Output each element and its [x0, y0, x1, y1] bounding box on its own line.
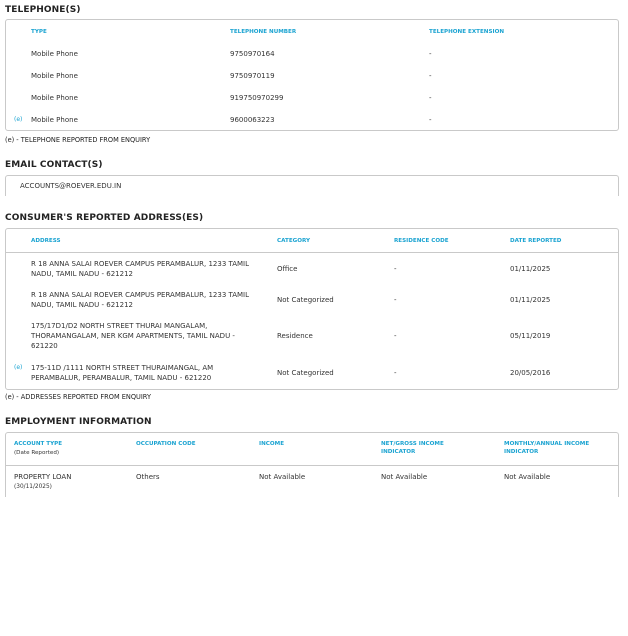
- header-number: TELEPHONE NUMBER: [230, 29, 297, 35]
- telephones-table: [5, 19, 619, 131]
- header-account-type: ACCOUNT TYPE: [14, 441, 63, 447]
- enquiry-flag: (e): [14, 364, 23, 371]
- occupation-code: Others: [136, 473, 160, 481]
- phone-type: Mobile Phone: [31, 50, 78, 58]
- residence-code: -: [394, 332, 397, 340]
- phone-type: Mobile Phone: [31, 94, 78, 102]
- residence-code: -: [394, 296, 397, 304]
- phone-extension: -: [429, 116, 432, 124]
- income: Not Available: [259, 473, 306, 481]
- header-income: INCOME: [259, 441, 285, 447]
- header-date-reported-sub: (Date Reported): [14, 450, 60, 456]
- employment-title: EMPLOYMENT INFORMATION: [5, 417, 152, 427]
- address-text: R 18 ANNA SALAI ROEVER CAMPUS PERAMBALUR, 1233 TAMIL NADU, TAMIL NADU - 621212: [31, 291, 250, 309]
- address-category: Not Categorized: [277, 369, 334, 377]
- header-monthly-annual: MONTHLY/ANNUAL INCOME INDICATOR: [504, 441, 590, 455]
- enquiry-flag: (e): [14, 116, 23, 123]
- net-gross-indicator: Not Available: [381, 473, 428, 481]
- date-reported: 01/11/2025: [510, 265, 551, 273]
- phone-number: 9600063223: [230, 116, 275, 124]
- address-text: R 18 ANNA SALAI ROEVER CAMPUS PERAMBALUR, 1233 TAMIL NADU, TAMIL NADU - 621212: [31, 260, 250, 278]
- address-text: 175/17D1/D2 NORTH STREET THURAI MANGALAM, THORAMANGALAM, NER KGM APARTMENTS, TAMIL NADU - 621220: [31, 322, 235, 350]
- phone-extension: -: [429, 50, 432, 58]
- address-category: Not Categorized: [277, 296, 334, 304]
- residence-code: -: [394, 369, 397, 377]
- phone-number: 9750970164: [230, 50, 275, 58]
- header-net-gross: NET/GROSS INCOME INDICATOR: [381, 441, 444, 455]
- residence-code: -: [394, 265, 397, 273]
- account-date: (30/11/2025): [14, 484, 52, 490]
- telephones-title: TELEPHONE(S): [5, 5, 81, 15]
- header-address: ADDRESS: [31, 238, 61, 244]
- header-occupation-code: OCCUPATION CODE: [136, 441, 196, 447]
- monthly-annual-indicator: Not Available: [504, 473, 551, 481]
- employment-table: [5, 432, 619, 503]
- date-reported: 20/05/2016: [510, 369, 551, 377]
- address-category: Residence: [277, 332, 313, 340]
- address-category: Office: [277, 265, 298, 273]
- header-date-reported: DATE REPORTED: [510, 238, 562, 244]
- email-item: ACCOUNTS@ROEVER.EDU.IN: [20, 182, 122, 190]
- header-residence-code: RESIDENCE CODE: [394, 238, 449, 244]
- address-text: 175-11D /1111 NORTH STREET THURAIMANGAL, AM PERAMBALUR, PERAMBALUR, TAMIL NADU - 621220: [31, 364, 214, 382]
- phone-extension: -: [429, 72, 432, 80]
- phone-number: 919750970299: [230, 94, 284, 102]
- phone-type: Mobile Phone: [31, 72, 78, 80]
- phone-type: Mobile Phone: [31, 116, 78, 124]
- header-extension: TELEPHONE EXTENSION: [429, 29, 505, 35]
- header-type: TYPE: [31, 29, 47, 35]
- emails-title: EMAIL CONTACT(S): [5, 160, 103, 170]
- phone-number: 9750970119: [230, 72, 275, 80]
- phone-extension: -: [429, 94, 432, 102]
- telephones-footnote: (e) - TELEPHONE REPORTED FROM ENQUIRY: [5, 136, 151, 144]
- addresses-title: CONSUMER'S REPORTED ADDRESS(ES): [5, 213, 204, 223]
- header-category: CATEGORY: [277, 238, 311, 244]
- addresses-table: [5, 228, 619, 390]
- account-type: PROPERTY LOAN: [14, 473, 72, 481]
- addresses-footnote: (e) - ADDRESSES REPORTED FROM ENQUIRY: [5, 393, 151, 401]
- date-reported: 05/11/2019: [510, 332, 551, 340]
- date-reported: 01/11/2025: [510, 296, 551, 304]
